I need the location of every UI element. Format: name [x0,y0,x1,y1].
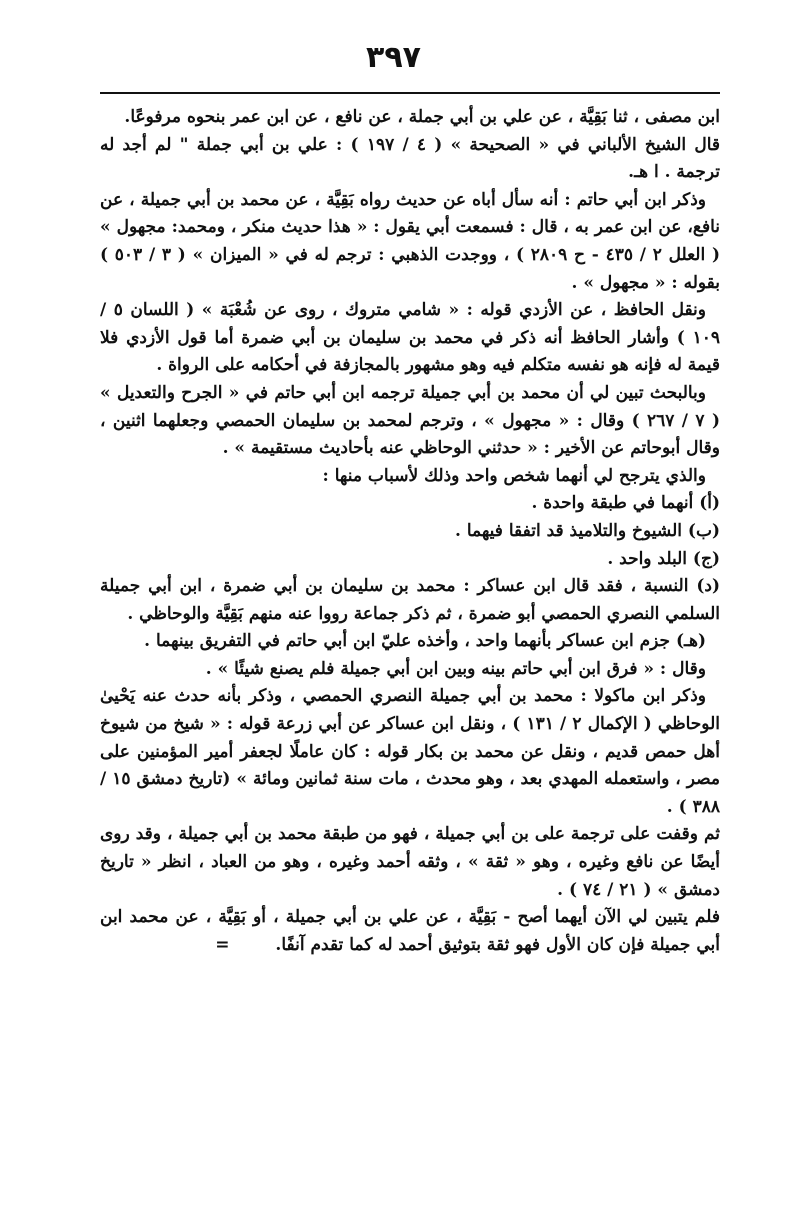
header-rule [100,92,720,94]
paragraph: وذكر ابن أبي حاتم : أنه سأل أباه عن حديث رواه بَقِيَّة ، عن محمد بن أبي جميلة ، عن نافع، عن ابن عمر به ، قال : فسمعت أبي يقول : « هذا حديث منكر ، ومحمد: مجهول » ( العلل ٢ / ٤٣٥ - ح ٢٨٠٩ ) ، ووجدت الذهبي : ترجم له في « الميزان » ( ٣ / ٥٠٣ ) بقوله : « مجهول » . [100,189,720,293]
list-item: (أ) أنهما في طبقة واحدة . [531,493,720,514]
page-body [100,104,720,959]
list-item: (ب) الشيوخ والتلاميذ قد اتفقا فيهما . [454,520,720,541]
list-item: (د) النسبة ، فقد قال ابن عساكر : محمد بن سليمان بن أبي ضمرة ، ابن أبي جميلة السلمي النصري الحمصي أبو ضمرة ، ثم ذكر جماعة رووا عنه منهم بَقِيَّة والوحاظي . [100,576,720,624]
paragraph [100,904,720,959]
paragraph: والذي يترجح لي أنهما شخص واحد وذلك لأسباب منها : [322,465,706,486]
paragraph: ثم وقفت على ترجمة على بن أبي جميلة ، فهو من طبقة محمد بن أبي جميلة ، وقد روى أيضًا عن نافع وغيره ، وهو « ثقة » ، وثقه أحمد وغيره ، وهو من العباد ، انظر « تاريخ دمشق » ( ٢١ / ٧٤ ) . [100,824,720,900]
end-mark: = [215,934,230,955]
list-item: (ج) البلد واحد . [607,548,720,569]
paragraph: ونقل الحافظ ، عن الأزدي قوله : « شامي متروك ، روى عن شُعْبَة » ( اللسان ٥ / ١٠٩ ) وأشار الحافظ أنه ذكر في محمد بن سليمان بن أبي ضمرة أما قول الأزدي فلا قيمة له فإنه هو نفسه متكلم فيه وهو مشهور بالمجازفة في أحكامه على الرواة . [100,300,720,376]
paragraph: ابن مصفى ، ثنا بَقِيَّة ، عن علي بن أبي جملة ، عن نافع ، عن ابن عمر بنحوه مرفوعًا. [124,107,720,127]
paragraph: وبالبحث تبين لي أن محمد بن أبي جميلة ترجمه ابن أبي حاتم في « الجرح والتعديل » ( ٧ / ٢٦٧ ) وقال : « مجهول » ، وترجم لمحمد بن سليمان الحمصي وجعلهما اثنين ، وقال أبوحاتم عن الأخير : « حدثني الوحاظي عنه بأحاديث مستقيمة » . [100,382,720,459]
paragraph: قال الشيخ الألباني في « الصحيحة » ( ٤ / ١٩٧ ) : علي بن أبي جملة " لم أجد له ترجمة . ا هـ. [100,134,721,183]
paragraph: وقال : « فرق ابن أبي حاتم بينه وبين ابن أبي جميلة فلم يصنع شيئًا » . [205,658,706,679]
list-item: (هـ) جزم ابن عساكر بأنهما واحد ، وأخذه عليّ ابن أبي حاتم في التفريق بينهما . [144,631,706,652]
page-number: ٣٩٧ [366,40,421,75]
paragraph: وذكر ابن ماكولا : محمد بن أبي جميلة النصري الحمصي ، وذكر بأنه حدث عنه يَحْيىٰ الوحاظي ( الإكمال ٢ / ١٣١ ) ، ونقل ابن عساكر عن أبي زرعة قوله : « شيخ من شيوخ أهل حمص قديم ، ونقل عن محمد بن بكار قوله : كان عاملًا لجعفر أمير المؤمنين على مصر ، واستعمله المهدي بعد ، وهو محدث ، مات سنة ثمانين ومائة » (تاريخ دمشق ١٥ / ٣٨٨ ) . [100,686,720,817]
paragraph-text: فلم يتبين لي الآن أيهما أصح - بَقِيَّة ، عن علي بن أبي جميلة ، أو بَقِيَّة ، عن محمد ابن أبي جميلة فإن كان الأول فهو ثقة بتوثيق أحمد له كما تقدم آنفًا. [100,907,720,955]
